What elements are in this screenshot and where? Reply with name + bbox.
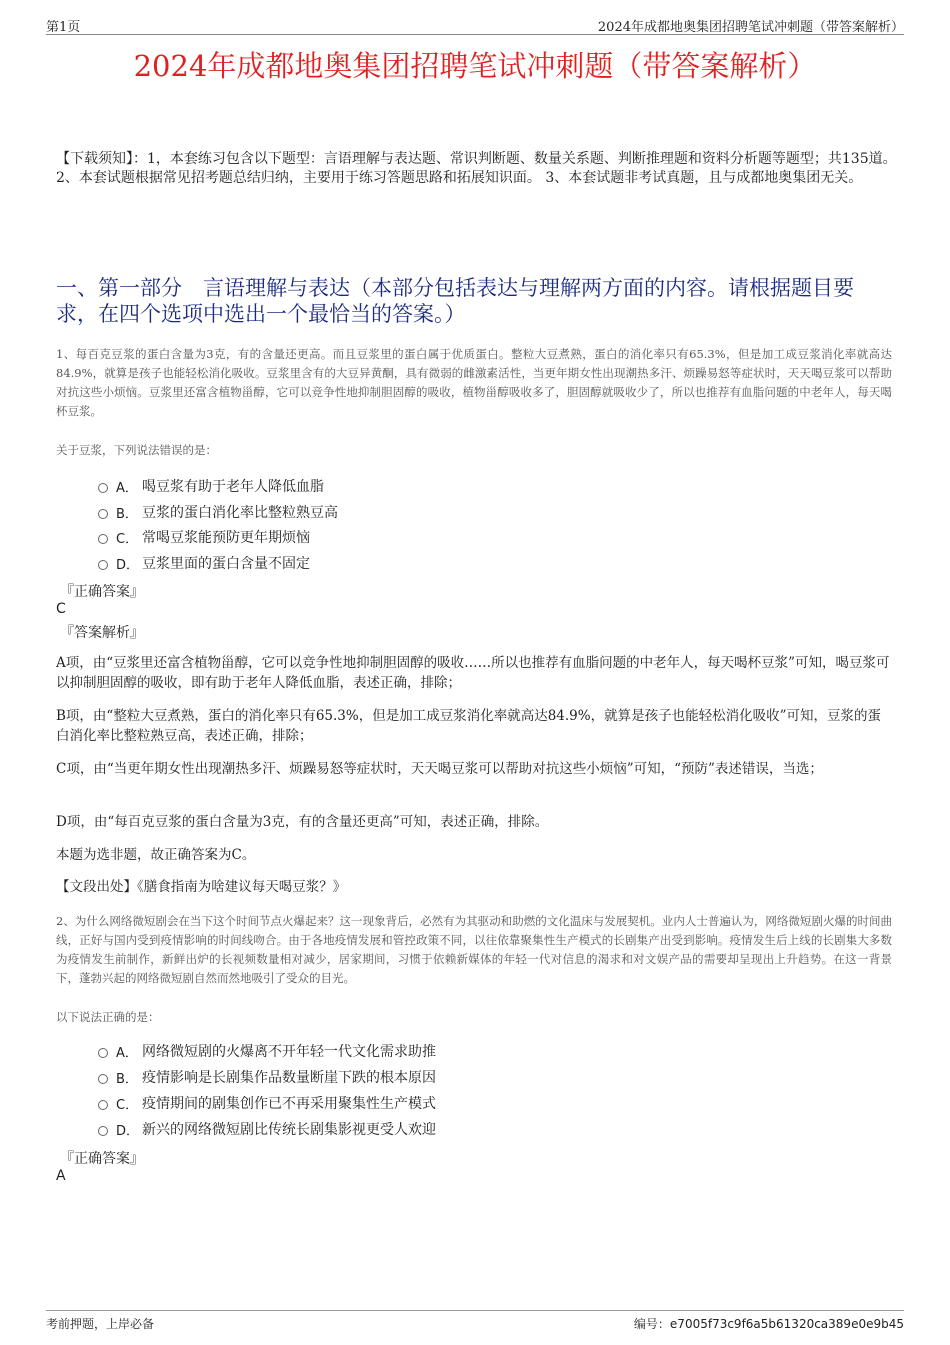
question-2-passage: 2、为什么网络微短剧会在当下这个时间节点火爆起来？这一现象背后，必然有为其驱动和助燃的文化温床与发展契机。业内人士普遍认为，网络微短剧火爆的时间曲线，正好与国内受到疫情影响的时间线吻合。由于各地疫情发展和管控政策不同，以往依靠聚集性生产模式的长剧集产出受到影响。疫情发生后上线的长剧集大多数为疫情发生前制作，新鲜出炉的长视频数量相对减少，居家期间，习惯于依赖新媒体的年轻一代对信息的渴求和对文娱产品的需要却呈现出上升趋势。在这一背景下，蓬勃兴起的网络微短剧自然而然地吸引了受众的目光。: [56, 914, 892, 985]
option-letter: B．: [116, 506, 138, 522]
option-text: 喝豆浆有助于老年人降低血脂: [142, 479, 324, 495]
analysis-conclusion: 本题为选非题，故正确答案为C。: [56, 847, 256, 863]
option-letter: D．: [116, 1123, 140, 1139]
document-title: 2024年成都地奥集团招聘笔试冲刺题（带答案解析）: [133, 49, 817, 83]
radio-icon[interactable]: [98, 534, 108, 544]
footer-slogan: 考前押题，上岸必备: [46, 1317, 155, 1331]
question-2-option-d[interactable]: [98, 1119, 436, 1139]
passage-source: 【文段出处】《膳食指南为啥建议每天喝豆浆？》: [56, 879, 347, 895]
analysis-paragraph-d: D项，由“每百克豆浆的蛋白含量为3克，有的含量还更高”可知，表述正确，排除。: [56, 814, 549, 830]
radio-icon[interactable]: [98, 1100, 108, 1110]
option-letter: A．: [116, 480, 138, 496]
option-text: 常喝豆浆能预防更年期烦恼: [142, 530, 310, 546]
option-letter: A．: [116, 1045, 138, 1061]
radio-icon[interactable]: [98, 1048, 108, 1058]
radio-icon[interactable]: [98, 483, 108, 493]
document-id-label: 编号：: [633, 1317, 670, 1331]
question-1-passage: 1、每百克豆浆的蛋白含量为3克，有的含量还更高。而且豆浆里的蛋白属于优质蛋白。整粒大豆煮熟，蛋白的消化率只有65.3%，但是加工成豆浆消化率就高达84.9%，就算是孩子也能轻松消化吸收。豆浆里含有的大豆异黄酮，具有微弱的雌激素活性，当更年期女性出现潮热多汗、烦躁易怒等症状时，天天喝豆浆可以帮助对抗这些小烦恼。豆浆里还富含植物甾醇，它可以竞争性地抑制胆固醇的吸收，植物甾醇吸收多了，胆固醇就吸收少了，所以也推荐有血脂问题的中老年人，每天喝杯豆浆。: [56, 347, 892, 418]
analysis-paragraph-a: A项，由“豆浆里还富含植物甾醇，它可以竞争性地抑制胆固醇的吸收……所以也推荐有血脂问题的中老年人，每天喝杯豆浆”可知，喝豆浆可以抑制胆固醇的吸收，即有助于老年人降低血脂，表述正确，排除；: [56, 655, 890, 691]
question-2-option-a[interactable]: [98, 1041, 436, 1061]
option-letter: C．: [116, 1097, 139, 1113]
option-text: 疫情期间的剧集创作已不再采用聚集性生产模式: [142, 1096, 436, 1112]
question-2-option-c[interactable]: [98, 1093, 436, 1113]
radio-icon[interactable]: [98, 509, 108, 519]
document-id: [634, 1315, 904, 1332]
download-notice: 【下载须知】：1，本套练习包含以下题型：言语理解与表达题、常识判断题、数量关系题、判断推理题和资料分析题等题型；共135道。 2、本套试题根据常见招考题总结归纳，主要用于练习答题思路和拓展知识面。 3、本套试题非考试真题，且与成都地奥集团无关。: [56, 151, 897, 186]
option-text: 豆浆的蛋白消化率比整粒熟豆高: [142, 505, 338, 521]
question-1-option-c[interactable]: [98, 527, 310, 547]
answer-label: 『正确答案』: [60, 584, 144, 600]
question-2-option-b[interactable]: [98, 1067, 436, 1087]
analysis-paragraph-b: B项，由“整粒大豆煮熟，蛋白的消化率只有65.3%，但是加工成豆浆消化率就高达84.9%，就算是孩子也能轻松消化吸收”可知，豆浆的蛋白消化率比整粒熟豆高，表述正确，排除；: [56, 708, 881, 744]
radio-icon[interactable]: [98, 1074, 108, 1084]
document-id-value: e7005f73c9f6a5b61320ca389e0e9b45: [669, 1317, 904, 1331]
radio-icon[interactable]: [98, 1126, 108, 1136]
option-letter: B．: [116, 1071, 138, 1087]
option-text: 豆浆里面的蛋白含量不固定: [142, 556, 310, 572]
radio-icon[interactable]: [98, 560, 108, 570]
page-number: 第1页: [46, 20, 81, 35]
footer-divider: [46, 1310, 904, 1311]
analysis-label: 『答案解析』: [60, 625, 144, 641]
section-heading: 一、第一部分 言语理解与表达（本部分包括表达与理解两方面的内容。请根据题目要求，在四个选项中选出一个最恰当的答案。）: [56, 276, 854, 326]
option-letter: D．: [116, 557, 140, 573]
option-text: 疫情影响是长剧集作品数量断崖下跌的根本原因: [142, 1070, 436, 1086]
option-letter: C．: [116, 531, 139, 547]
question-1-option-a[interactable]: [98, 476, 324, 496]
answer-value: A: [56, 1168, 66, 1184]
question-1-prompt: 关于豆浆，下列说法错误的是：: [56, 443, 217, 457]
answer-value: C: [56, 601, 66, 617]
question-1-option-d[interactable]: [98, 553, 310, 573]
running-title: 2024年成都地奥集团招聘笔试冲刺题（带答案解析）: [597, 20, 904, 35]
question-1-option-b[interactable]: [98, 502, 338, 522]
option-text: 网络微短剧的火爆离不开年轻一代文化需求助推: [142, 1044, 436, 1060]
analysis-paragraph-c: C项，由“当更年期女性出现潮热多汗、烦躁易怒等症状时，天天喝豆浆可以帮助对抗这些小烦恼”可知，“预防”表述错误，当选；: [56, 761, 823, 777]
answer-label: 『正确答案』: [60, 1151, 144, 1167]
header-divider: [46, 34, 904, 35]
option-text: 新兴的网络微短剧比传统长剧集影视更受人欢迎: [142, 1122, 436, 1138]
question-2-prompt: 以下说法正确的是：: [56, 1010, 160, 1024]
